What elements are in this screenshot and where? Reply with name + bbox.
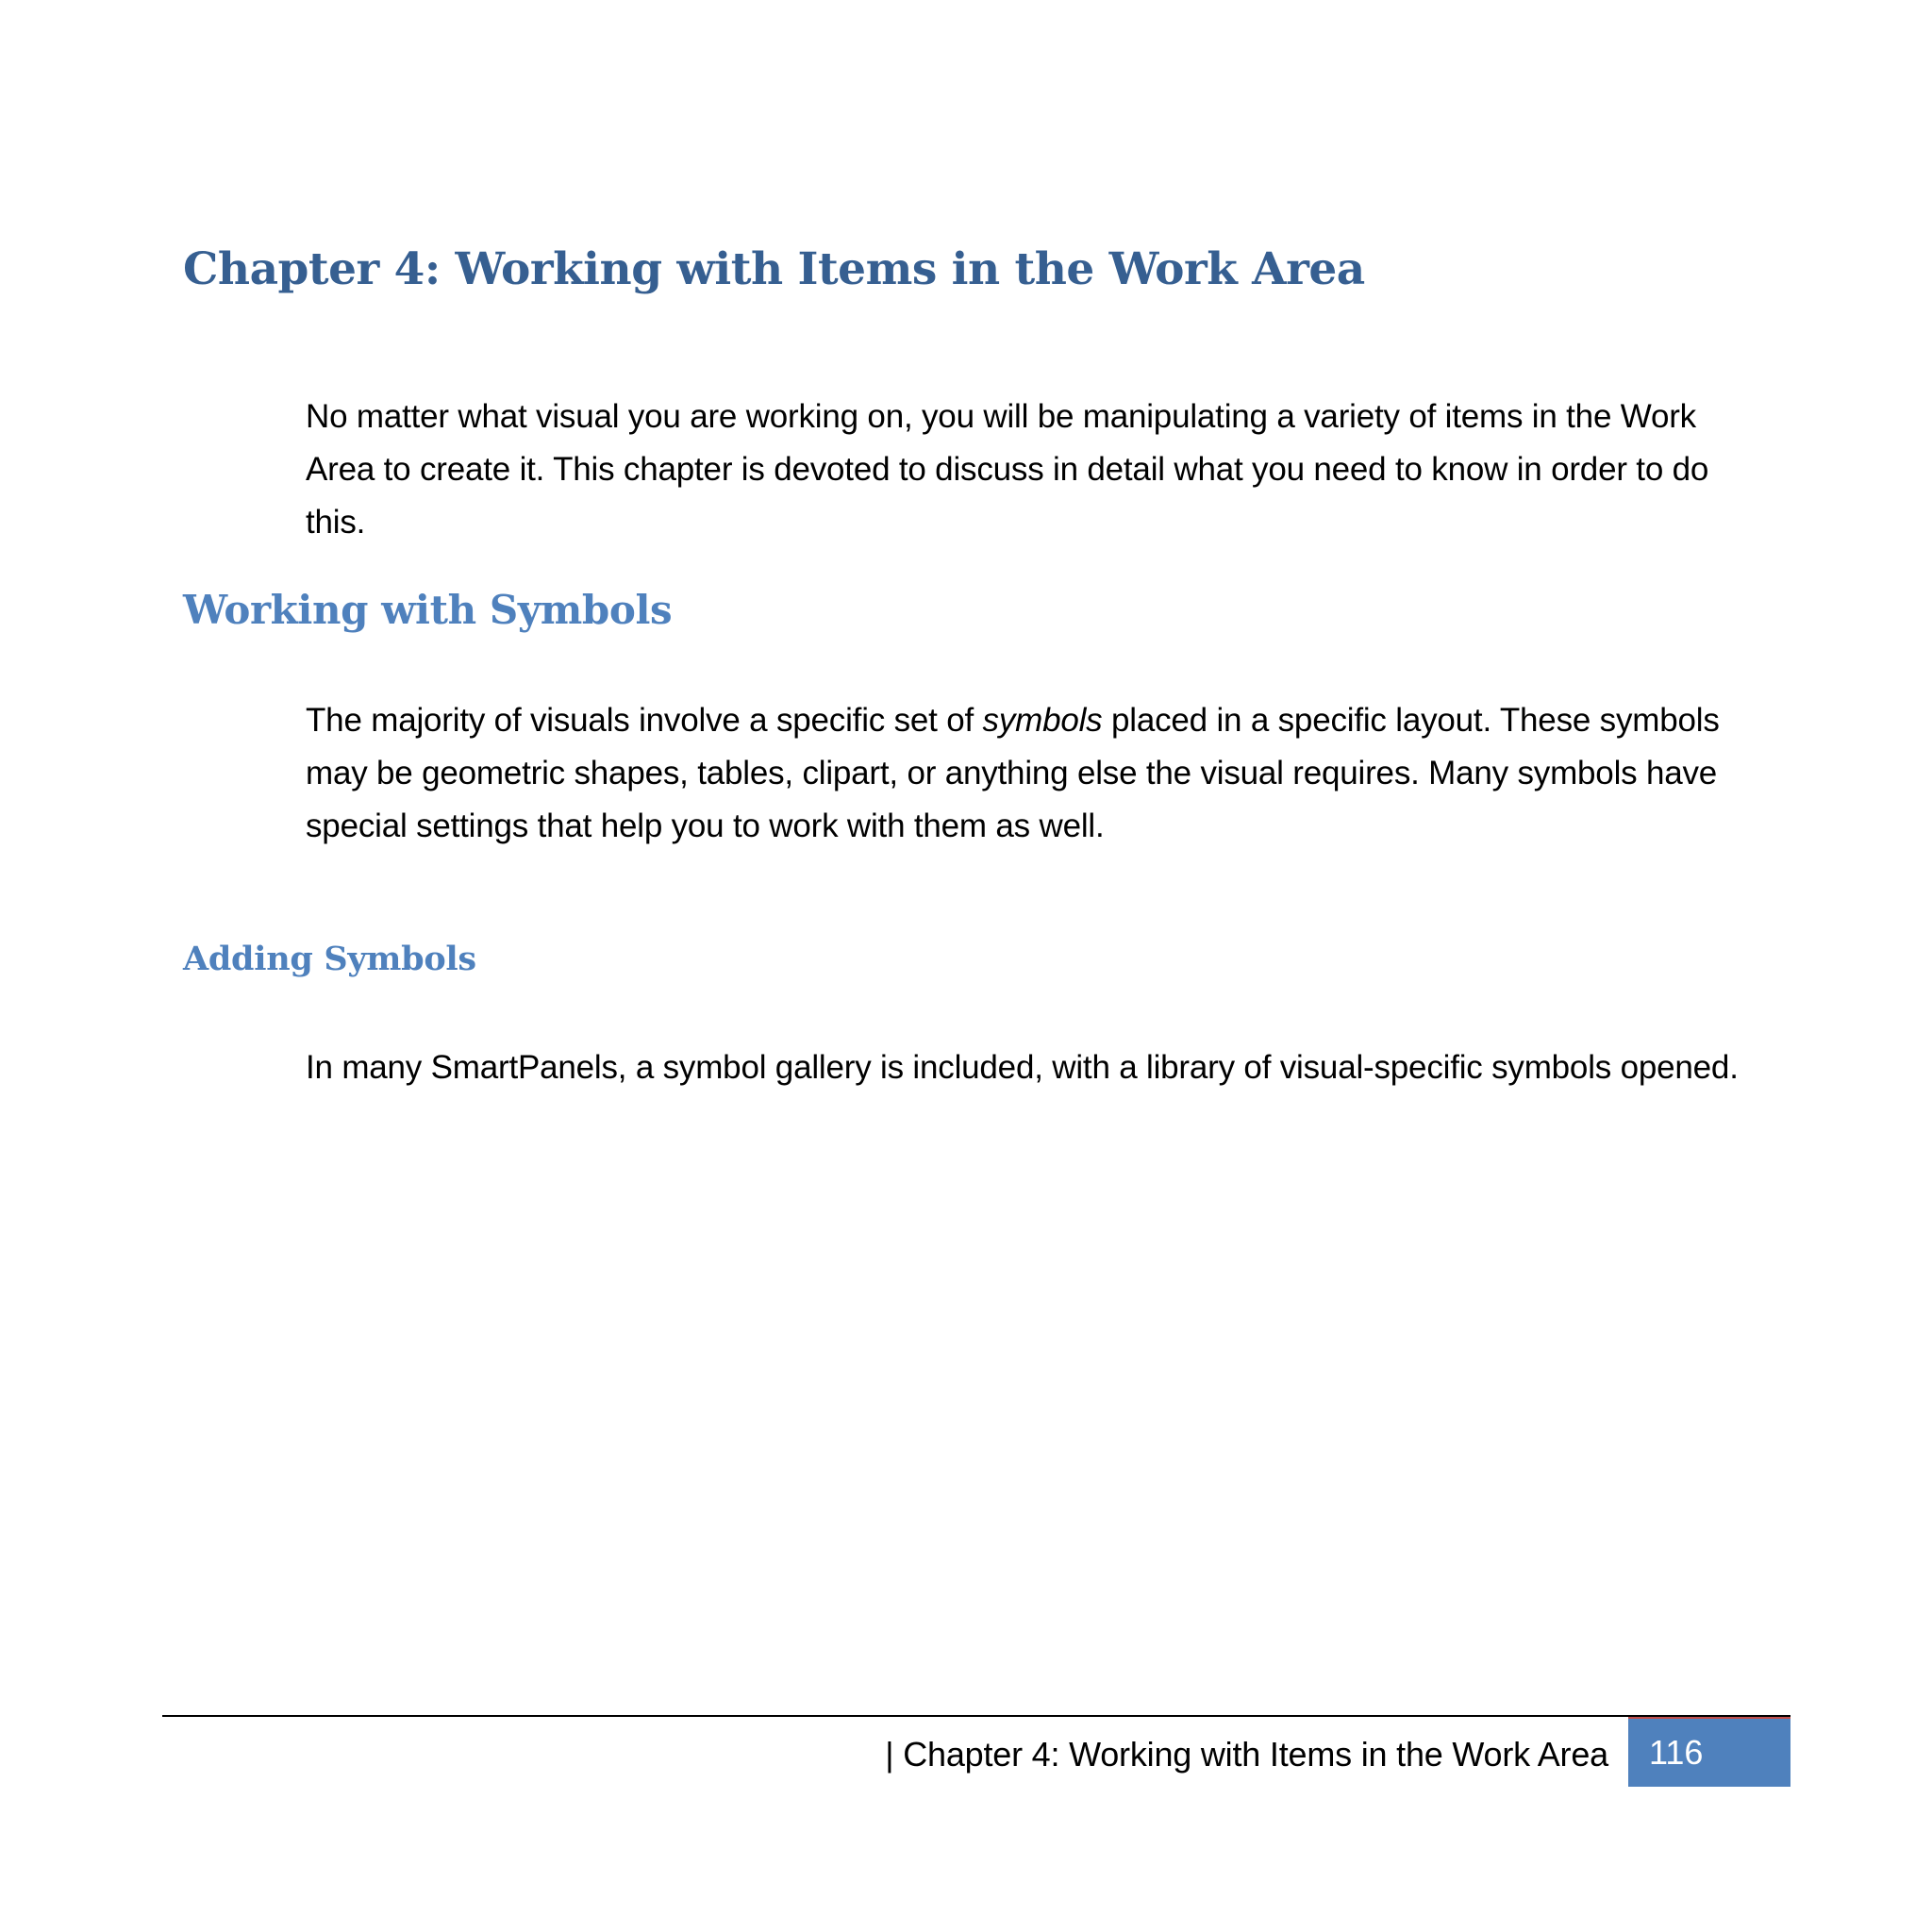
chapter-title: Chapter 4: Working with Items in the Work Area xyxy=(183,243,1365,295)
section-title: Working with Symbols xyxy=(183,587,673,633)
symbols-paragraph-text-start: The majority of visuals involve a specific set of xyxy=(306,702,983,739)
footer-running-header: | Chapter 4: Working with Items in the Work Area xyxy=(885,1735,1608,1774)
page-number: 116 xyxy=(1628,1717,1790,1787)
symbols-emphasis: symbols xyxy=(982,702,1103,739)
symbols-paragraph xyxy=(306,694,1749,853)
symbols-paragraph-text-end: placed in a specific layout. These symbols may be geometric shapes, tables, clipart, or anything else the visual requires. Many symbols have special settings that help you to work with them as well. xyxy=(306,702,1720,844)
subsection-title: Adding Symbols xyxy=(183,940,476,978)
footer-divider xyxy=(162,1715,1790,1717)
adding-symbols-paragraph: In many SmartPanels, a symbol gallery is included, with a library of visual-specific symbols opened. xyxy=(306,1049,1739,1086)
intro-paragraph: No matter what visual you are working on, you will be manipulating a variety of items in the Work Area to create it. This chapter is devoted to discuss in detail what you need to know in order to do this. xyxy=(306,398,1709,541)
